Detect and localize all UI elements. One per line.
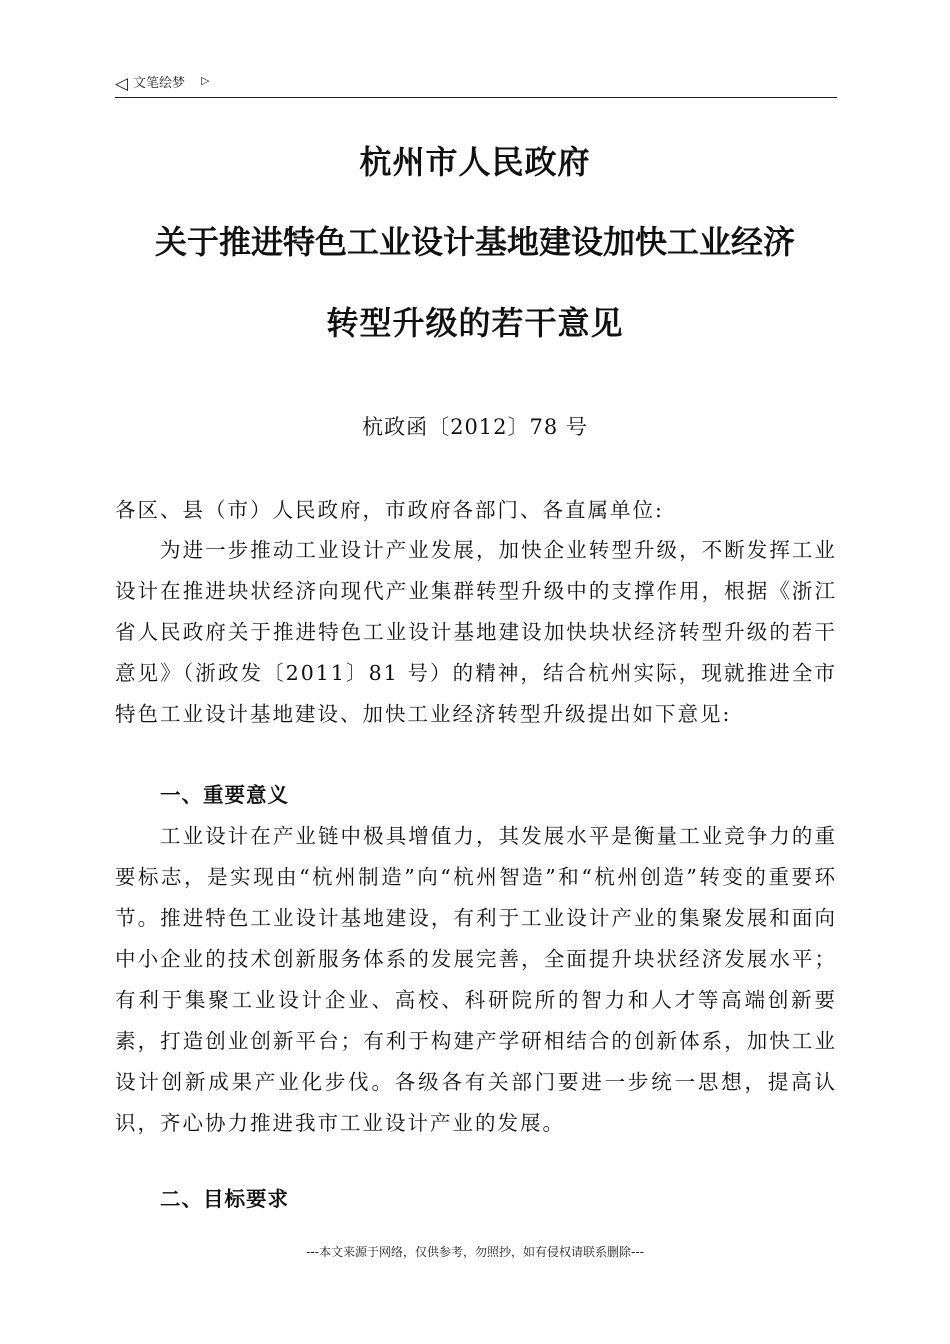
intro-paragraph-block [115,530,837,735]
section-heading-1: 一、重要意义 [160,783,289,807]
page-footer-disclaimer: ---本文来源于网络，仅供参考，勿照抄，如有侵权请联系删除--- [306,1245,644,1259]
triangle-right-icon: ▷ [201,74,210,87]
header-divider [115,97,837,98]
intro-paragraph: 为进一步推动工业设计产业发展，加快企业转型升级，不断发挥工业设计在推进块状经济向现代产业集群转型升级中的支撑作用，根据《浙江省人民政府关于推进特色工业设计基地建设加快块状经济转型升级的若干意见》（浙政发〔2011〕81 号）的精神，结合杭州实际，现就推进全市特色工业设计基地建设、加快工业经济转型升级提出如下意见: [115,538,837,726]
section-heading-2: 二、目标要求 [160,1187,289,1211]
addressee-line: 各区、县（市）人民政府，市政府各部门、各直属单位: [115,498,664,522]
triangle-left-icon: ◁ [115,74,129,94]
title-line-3: 转型升级的若干意见 [326,304,624,342]
title-line-2: 关于推进特色工业设计基地建设加快工业经济 [154,223,795,261]
section-1-paragraph-block [115,816,837,1144]
document-number: 杭政函〔2012〕78 号 [362,415,588,439]
page-header [115,72,837,98]
section-1-paragraph: 工业设计在产业链中极具增值力，其发展水平是衡量工业竞争力的重要标志，是实现由“杭州制造”向“杭州智造”和“杭州创造”转变的重要环节。推进特色工业设计基地建设，有利于工业设计产业的集聚发展和面向中小企业的技术创新服务体系的发展完善，全面提升块状经济发展水平；有利于集聚工业设计企业、高校、科研院所的智力和人才等高端创新要素，打造创业创新平台；有利于构建产学研相结合的创新体系，加快工业设计创新成果产业化步伐。各级各有关部门要进一步统一思想，提高认识，齐心协力推进我市工业设计产业的发展。 [115,824,837,1135]
title-line-1: 杭州市人民政府 [359,143,591,181]
header-brand: 文笔绘梦 [133,76,186,91]
